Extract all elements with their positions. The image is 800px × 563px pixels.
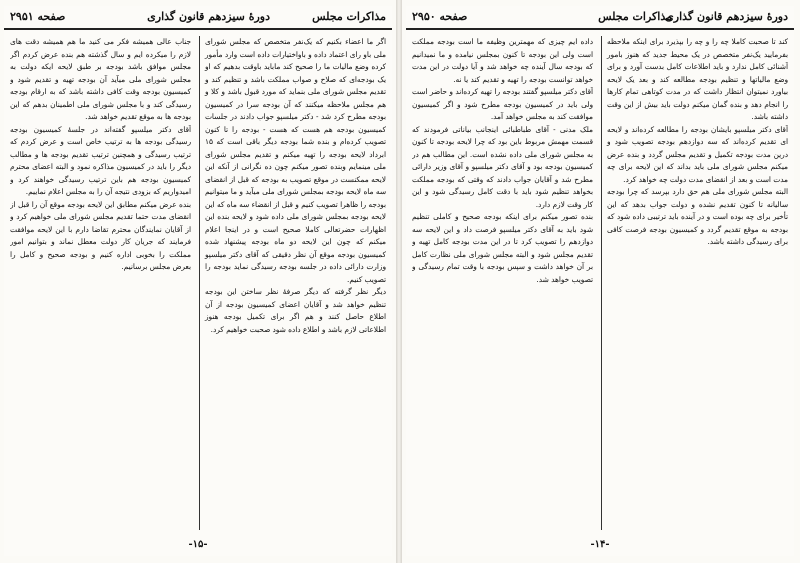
paragraph: جناب عالی همیشه فکر می کنید ما هم همیشه دقت های لازم را میکرده ایم و سال گذشته هم بنده عرض کردم اگر مجلس موافق باشد بودجه بر طبق لایحه ایکه دولت به مجلس شورای ملی میآید آن بودجه تهیه و تقدیم شود و کمیسیون بودجه وقت کافی داشته باشد که به ارقام بودجه رسیدگی کند و با مجلس شورای ملی اطمینان بدهم که این بودجه ها به موقع تقدیم خواهد شد. [10,37,191,121]
column-right [601,36,788,530]
paragraph: بنده عرض میکنم مطابق این لایحه بودجه موقع آن را قبل از انقضای مدت حتما تقدیم مجلس شورای ملی خواهیم کرد و از آقایان نمایندگان محترم تقاضا دارم با این لایحه موافقت فرمایند که جریان کار دولت معطل نماند و بتوانیم امور مملکت را بخوبی اداره کنیم و بودجه صحیح و کامل را بعرض مجلس برسانیم. [10,199,191,271]
paragraph: بنده تصور میکنم برای اینکه بودجه صحیح و کاملی تنظیم شود باید به آقای دکتر میلسپو فرصت داد و این لایحه سه دوازدهم را تصویب کرد تا در این مدت بودجه کامل تهیه و تقدیم مجلس شود و البته مجلس شورای ملی نظارت کامل بر آن خواهد داشت و سپس بودجه با وقت تمام رسیدگی و تصویب خواهد شد. [412,212,593,284]
paragraph: آقای دکتر میلسپو گفتند بودجه را تهیه کرده‌اند و حاضر است ولی باید در کمیسیون بودجه مطرح شود و اگر کمیسیون موافقت کند به مجلس خواهد آمد. [412,87,593,121]
header-subtitle: دورهٔ سیزدهم قانون گذاری [665,10,788,23]
header-title: مذاکرات مجلس [312,10,386,23]
column-right [199,36,386,530]
right-page [406,6,794,556]
page-header [4,6,392,30]
column-left [412,36,593,530]
header-page-label: صفحه ۲۹۵۰ [412,10,468,23]
paragraph: کند تا صحبت کاملا چه را و چه را بپذیرد برای اینکه ملاحظه بفرمایید یک‌نفر متخصص در یک محیط جدید که هنوز بامور آشنائی کامل ندارد و باید اطلاعات کامل بدست آورد و برای وضع مالیاتها و تنظیم بودجه مطالعه کند و بعد یک لایحه بیاورد نمیتوان انتظار داشت که در مدت کوتاهی تمام کارها را انجام دهد و بنده گمان میکنم دولت باید بیش از این وقت داشته باشد. [607,37,788,121]
page-body [412,36,788,530]
column-left [10,36,191,530]
paragraph: آقای دکتر میلسپو بایشان بودجه را مطالعه کرده‌اند و لایحه ای تقدیم کرده‌اند که سه دوازدهم بودجه تصویب شود و درین مدت بودجه تکمیل و تقدیم مجلس گردد و بنده عرض میکنم مجلس شورای ملی باید بداند که این لایحه برای چه مدت است و بعد از انقضای مدت دولت چه خواهد کرد. [607,124,788,184]
book-gutter [396,0,402,563]
paragraph: البته مجلس شورای ملی هم حق دارد بپرسد که چرا بودجه سالیانه تا کنون تقدیم نشده و دولت جواب بدهد که این تأخیر برای چه بوده است و در آینده باید ترتیبی داده شود که بودجه به موقع تقدیم گردد و کمیسیون بودجه فرصت کافی برای رسیدگی داشته باشد. [607,187,788,246]
paragraph: دیگر نظر گرفته که دیگر صرفهٔ نظر ساختن این بودجه تنظیم خواهد شد و آقایان اعضای کمیسیون بودجه از آن اطلاع حاصل کنند و هم اگر برای تکمیل بودجه هنوز اطلاعاتی لازم باشد و اطلاع داده شود صحبت خواهیم کرد. [205,287,386,334]
paragraph: اگر ما اعضاء بکنیم که یک‌نفر متخصص که مجلس شورای ملی باو رای اعتماد داده و باواختیارات داده است وارد مأمور کرده وضع مالیات ما را صحیح کند ماباید باوقت بدهیم که او یک بودجه‌ای که صلاح و صواب مملکت باشد و تنظیم کند و تقدیم مجلس شورای ملی بنماید که مورد قبول باشد و کلا و هم مجلس ملاحظه میکنند که آن بودجه سرا در کمیسیون بودجه مطرح کرد شد - دکتر میلسپو جواب دادند در جلسات کمیسیون بودجه هم هست که هست - بودجه را تا کنون تصویب کرده‌ام و بنده شما بودجه دیگر باقی است که ۱۵ ابرداد لایحه بودجه را تهیه میکنم و تقدیم مجلس شورای ملی مینمایم وبنده تصور میکنم چون ده نگرانی از آنکه این لایحه ممکنست در موقع تصویب به بودجه که قبل از انقضای سه ماه لایحه بودجه بمجلس شورای ملی میآید و ما میتوانیم بودجه را ظاهرا تصویب کنیم و قبل از انقضاء سه ماه که این لایحه بودجه بمجلس شورای ملی داده شود و لایحه بنده این اظهارات حضرتعالی کاملا صحیح است و در اینجا اعلام میکنم که چون این لایحه دو ماه بودجه پیشنهاد شده کمیسیون بودجه موقع آن نظر دقیقی که آقای دکتر میلسپو وزارت دارائی داده در جلسه بودجه رسیدگی نماید بودجه را تصویب کنیم. [204,37,386,284]
paragraph: آقای دکتر میلسپو گفته‌اند در جلسهٔ کمیسیون بودجه رسیدگی بودجه ها به ترتیب خاص است و عرض کردم که ترتیب رسیدگی و همچنین ترتیب تقدیم بودجه ها و مطالب دیگر را باید در کمیسیون مذاکره نمود و البته اعضای محترم کمیسیون بودجه هم باین ترتیب رسیدگی خواهند کرد و امیدواریم که بزودی نتیجه آن را به مجلس اعلام نماییم. [10,124,191,196]
page-header [406,6,794,30]
page-number: -۱۵- [188,539,208,550]
paragraph: ملک مدنی - آقای طباطبائی اینجانب بیاناتی فرمودند که قسمت مهمش مربوط باین بود که چرا لایحه بودجه تا کنون به مجلس شورای ملی داده نشده است. این مطالب هم در کمیسیون بودجه بود و آقای دکتر میلسپو و آقای وزیر دارائی مطرح شد و آقایان جواب دادند که وقتی که بودجه مملکت بخواهد تنظیم شود باید با دقت کامل رسیدگی شود و این کار وقت لازم دارد. [412,124,593,209]
paragraph: داده ایم چیزی که مهمترین وظیفه ما است بودجه مملکت است ولی این بودجه تا کنون بمجلس نیامده و ما نمیدانیم که بودجه سال آینده چه خواهد شد و آیا دولت در این مدت خواهد توانست بودجه را تهیه و تقدیم کند یا نه. [412,37,593,84]
left-page [4,6,392,556]
page-number: -۱۴- [590,539,610,550]
header-subtitle: دورهٔ سیزدهم قانون گذاری [147,10,270,23]
header-page-label: صفحه ۲۹۵۱ [10,10,66,23]
page-body [10,36,386,530]
header-title: مذاکرات مجلس [598,10,672,23]
